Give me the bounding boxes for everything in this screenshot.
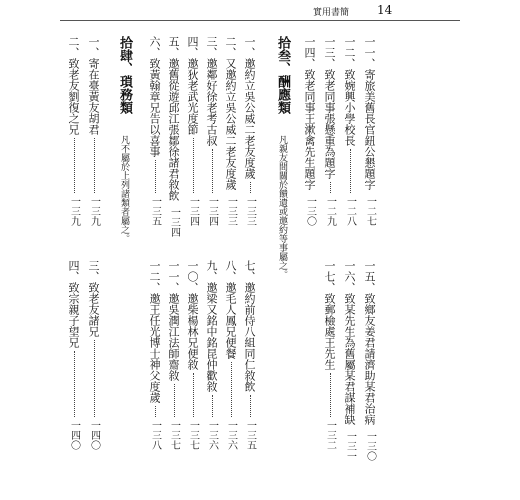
toc-entry bbox=[187, 36, 198, 226]
toc-entry-page: 一二九 bbox=[324, 196, 336, 226]
toc-entry-title: 一七、致郵檢處王先生 bbox=[323, 260, 336, 370]
toc-entry bbox=[304, 36, 315, 226]
toc-entry-page: 一三三 bbox=[225, 196, 237, 226]
toc-entry bbox=[225, 260, 236, 450]
dot-leader bbox=[93, 340, 95, 417]
toc-entry bbox=[168, 260, 179, 450]
toc-entry bbox=[225, 36, 236, 226]
running-title: 實用書簡 bbox=[313, 8, 350, 18]
toc-entry-page: 一四〇 bbox=[68, 420, 80, 450]
dot-leader bbox=[173, 384, 175, 417]
toc-entry-title: 九、邀梁又銘中銘昆仲歡敘 bbox=[205, 260, 218, 392]
toc-entry-page: 一三一 bbox=[344, 431, 356, 461]
section-heading-title: 拾肆、瑣務類 bbox=[117, 36, 132, 114]
toc-entry-title: 一四、致老同事王漱禽先生題字 bbox=[303, 36, 316, 190]
toc-entry-page: 一三九 bbox=[88, 196, 100, 226]
toc-entry-page: 一三四 bbox=[168, 207, 180, 237]
page-number: 14 bbox=[377, 3, 393, 17]
toc-entry bbox=[344, 36, 355, 226]
toc-entry-page: 一三三 bbox=[244, 196, 256, 226]
toc-entry-page: 一三〇 bbox=[304, 196, 316, 226]
toc-entry-title: 一一、寄旅美舊長官鈕公懇題字 bbox=[363, 36, 376, 190]
toc-entry-page: 一三七 bbox=[187, 420, 199, 450]
dot-leader bbox=[154, 160, 156, 193]
toc-entry-title: 四、致宗親子望兄 bbox=[67, 260, 80, 348]
dot-leader bbox=[230, 362, 232, 417]
dot-leader bbox=[249, 182, 251, 193]
toc-entry-page: 一三九 bbox=[68, 196, 80, 226]
toc-entry bbox=[363, 260, 376, 461]
toc-entry-title: 一、寄在臺黃友胡君 bbox=[87, 36, 100, 135]
toc-entry-title: 五、邀舊從遊邱江張鄒徐諸君敘飲 bbox=[167, 36, 180, 201]
toc-entry-title: 一五、致鄉友姜君請濟助某君治病 bbox=[363, 260, 376, 425]
toc-entry bbox=[167, 36, 180, 237]
toc-entry-page: 一三四 bbox=[206, 196, 218, 226]
toc-entry-title: 一〇、邀柴楊林兄便敘 bbox=[186, 260, 199, 370]
toc-entry bbox=[88, 36, 99, 226]
toc-entry bbox=[206, 260, 217, 450]
dot-leader bbox=[349, 149, 351, 193]
toc-entry bbox=[187, 260, 198, 450]
toc-entry-title: 四、邀狄老武光度節 bbox=[186, 36, 199, 135]
toc-entry bbox=[68, 260, 79, 450]
toc-entry-title: 三、邀鄰好徐老考古叔 bbox=[205, 36, 218, 146]
toc-entry-title: 一二、邀王任光博士神父度歲 bbox=[148, 260, 161, 403]
dot-leader bbox=[192, 138, 194, 193]
toc-entry-title: 二、又邀約立吳公威二老友度歲 bbox=[224, 36, 237, 190]
dot-leader bbox=[73, 138, 75, 193]
dot-leader bbox=[249, 395, 251, 417]
toc-entry-title: 八、邀毛人鳳兄便餐 bbox=[224, 260, 237, 359]
toc-entry bbox=[149, 36, 160, 226]
section-heading bbox=[276, 36, 289, 279]
toc-entry-title: 一二、致婉興小學校長 bbox=[343, 36, 356, 146]
toc-entry bbox=[149, 260, 160, 450]
toc-entry-page: 一三七 bbox=[168, 420, 180, 450]
toc-entry bbox=[244, 260, 255, 450]
toc-entry bbox=[324, 36, 335, 226]
dot-leader bbox=[73, 351, 75, 417]
toc-entry-page: 一二七 bbox=[364, 196, 376, 226]
section-heading-title: 拾叁、酬應類 bbox=[275, 36, 290, 114]
toc-entry bbox=[206, 36, 217, 226]
toc-entry-title: 二、致老友劉復之兄 bbox=[67, 36, 80, 135]
toc-entry-page: 一三八 bbox=[149, 420, 161, 450]
toc-entry-page: 一三五 bbox=[149, 196, 161, 226]
section-heading-note: 凡不屬於上列諸類者屬之。 bbox=[119, 135, 129, 243]
toc-entry-title: 一三、致老同事張懸重為題字 bbox=[323, 36, 336, 179]
dot-leader bbox=[154, 406, 156, 417]
toc-entry-page: 一三六 bbox=[206, 420, 218, 450]
section-heading-note: 凡親友間關於饋遺或邀約等事屬之。 bbox=[277, 135, 287, 279]
toc-entry bbox=[88, 260, 99, 450]
toc-entry-page: 一三四 bbox=[187, 196, 199, 226]
toc-entry-page: 一三二 bbox=[324, 420, 336, 450]
dot-leader bbox=[211, 149, 213, 193]
toc-entry-page: 一三〇 bbox=[364, 431, 376, 461]
toc-entry bbox=[343, 260, 356, 461]
dot-leader bbox=[93, 138, 95, 193]
toc-entry-page: 一三六 bbox=[225, 420, 237, 450]
toc-entry-title: 一一、邀吳潤江法師齋敘 bbox=[167, 260, 180, 381]
toc-entry-title: 六、致黃翰章兄告以喜事 bbox=[148, 36, 161, 157]
dot-leader bbox=[211, 395, 213, 417]
toc-entry-title: 一、邀約立吳公威二老友度歲 bbox=[243, 36, 256, 179]
dot-leader bbox=[192, 373, 194, 417]
toc-entry bbox=[68, 36, 79, 226]
toc-entry-page: 一四〇 bbox=[88, 420, 100, 450]
toc-entry bbox=[324, 260, 335, 450]
dot-leader bbox=[329, 373, 331, 417]
toc-entry-title: 七、邀約前侍八組同仁敘飲 bbox=[243, 260, 256, 392]
toc-entry-page: 一二八 bbox=[344, 196, 356, 226]
toc-entry-title: 一六、致某先生為舊屬某君謀補缺 bbox=[343, 260, 356, 425]
toc-entry bbox=[244, 36, 255, 226]
toc-entry bbox=[364, 36, 375, 226]
section-heading bbox=[118, 36, 131, 243]
toc-entry-title: 三、致老友諸兄 bbox=[87, 260, 100, 337]
running-head bbox=[60, 0, 460, 21]
dot-leader bbox=[329, 182, 331, 193]
toc-entry-page: 一三五 bbox=[244, 420, 256, 450]
